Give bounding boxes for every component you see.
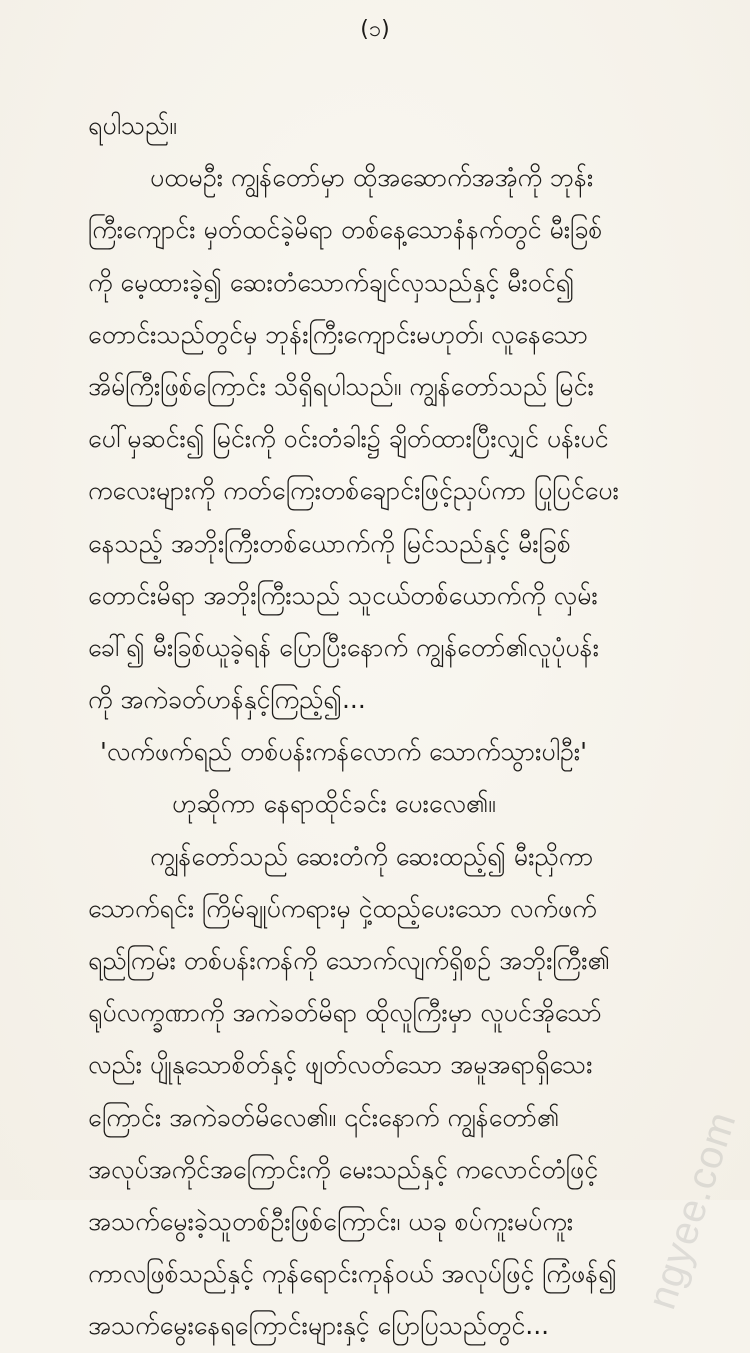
text-line: ဟုဆိုကာ နေရာထိုင်ခင်း ပေးလေ၏။ bbox=[172, 789, 496, 819]
text-line: အိမ်ကြီးဖြစ်ကြောင်း သိရှိရပါသည်။ ကျွန်တော်သည် မြင်း bbox=[88, 371, 594, 401]
text-line: ရုပ်လက္ခဏာကို အကဲခတ်မိရာ ထိုလူကြီးမှာ လူပင်အိုသော် bbox=[88, 998, 602, 1028]
text-line: ခေါ်၍ မီးခြစ်ယူခဲ့ရန် ပြောပြီးနောက် ကျွန်တော်၏လူပုံပန်း bbox=[88, 632, 599, 662]
body-text bbox=[88, 100, 670, 1353]
text-line: အလုပ်အကိုင်အကြောင်းကို မေးသည်နှင့် ကလောင်တံဖြင့် bbox=[88, 1154, 599, 1184]
text-line: အသက်မွေးနေရကြောင်းများနှင့် ပြောပြသည်တွင်... bbox=[88, 1311, 550, 1341]
text-line: လည်း ပျိုနုသောစိတ်နှင့် ဖျတ်လတ်သော အမူအရာရှိသေး bbox=[88, 1050, 593, 1080]
text-line: နေသည့် အဘိုးကြီးတစ်ယောက်ကို မြင်သည်နှင့် မီးခြစ် bbox=[88, 528, 571, 558]
text-line: ကို မေ့ထားခဲ့၍ ဆေးတံသောက်ချင်လှသည်နှင့် မီးဝင်၍ bbox=[88, 267, 575, 297]
text-line: ကြောင်း အကဲခတ်မိလေ၏။ ၎င်းနောက် ကျွန်တော်၏ bbox=[88, 1102, 560, 1132]
text-line: သောက်ရင်း ကြိမ်ချုပ်ကရားမှ ငှဲ့ထည့်ပေးသော လက်ဖက် bbox=[88, 893, 597, 923]
text-line: ကာလဖြစ်သည်နှင့် ကုန်ရောင်းကုန်ဝယ် အလုပ်ဖြင့် ကြံဖန်၍ bbox=[88, 1259, 617, 1289]
text-line: ရပါသည်။ bbox=[88, 111, 177, 140]
text-line: ကြီးကျောင်း မှတ်ထင်ခဲ့မိရာ တစ်နေ့သောနံနက်တွင် မီးခြစ် bbox=[88, 215, 603, 245]
page-number: (၁) bbox=[360, 17, 390, 42]
text-line: ကို အကဲခတ်ဟန်နှင့်ကြည့်၍... bbox=[88, 685, 366, 715]
text-line: ကလေးများကို ကတ်ကြေးတစ်ချောင်းဖြင့်ညှပ်ကာ ပြုပြင်ပေး bbox=[88, 476, 619, 506]
text-line: အသက်မွေးခဲ့သူတစ်ဦးဖြစ်ကြောင်း၊ ယခု စပ်ကူးမပ်ကူး bbox=[88, 1206, 574, 1236]
text-line: ရည်ကြမ်း တစ်ပန်းကန်ကို သောက်လျက်ရှိစဉ် အဘိုးကြီး၏ bbox=[88, 946, 610, 975]
text-line: ပထမဦး ကျွန်တော်မှာ ထိုအဆောက်အအုံကို ဘုန်း bbox=[150, 163, 594, 193]
text-line: တောင်းသည်တွင်မှ ဘုန်းကြီးကျောင်းမဟုတ်၊ လူနေသော bbox=[88, 319, 589, 349]
watermark: ngyee.com bbox=[639, 1106, 746, 1315]
text-line: ကျွန်တော်သည် ဆေးတံကို ဆေးထည့်၍ မီးညှိကာ bbox=[150, 841, 594, 871]
text-line: ပေါ်မှဆင်း၍ မြင်းကို ဝင်းတံခါး၌ ချိတ်ထားပြီးလျှင် ပန်းပင် bbox=[88, 424, 609, 454]
text-line: တောင်းမိရာ အဘိုးကြီးသည် သူငယ်တစ်ယောက်ကို လှမ်း bbox=[88, 580, 598, 610]
dialogue-line: 'လက်ဖက်ရည် တစ်ပန်းကန်လောက် သောက်သွားပါဦး' bbox=[100, 737, 588, 767]
